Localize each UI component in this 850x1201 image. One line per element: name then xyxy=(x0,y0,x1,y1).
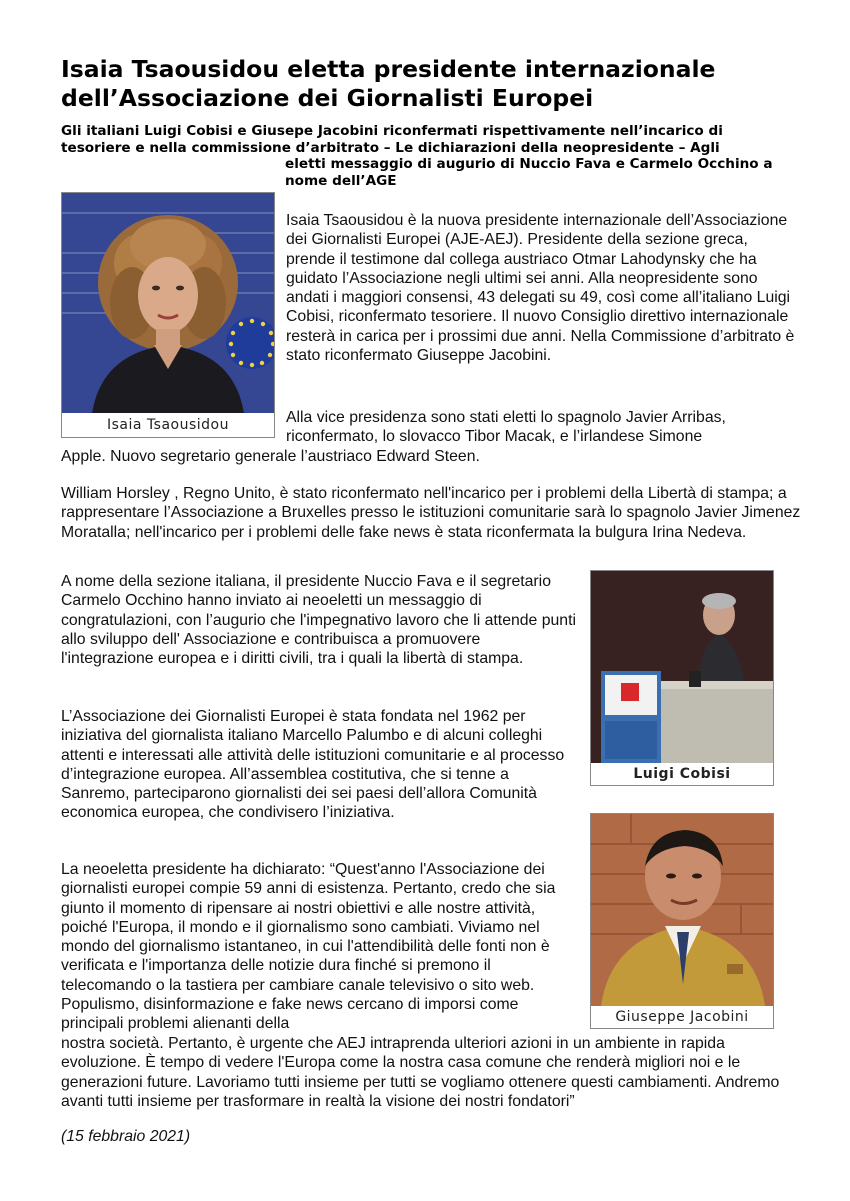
tsaousidou-portrait-image xyxy=(62,193,274,413)
article-date: (15 febbraio 2021) xyxy=(61,1128,191,1145)
caption-jacobini: Giuseppe Jacobini xyxy=(591,1006,773,1028)
subtitle-line-b: eletti messaggio di augurio di Nuccio Fava e Carmelo Occhino a nome dell’AGE xyxy=(285,156,773,189)
paragraph-intro: Isaia Tsaousidou è la nuova presidente internazionale dell’Associazione dei Giornalisti Europei (AJE-AEJ). Presidente della sezione greca, prende il testimone dal collega austriaco Otmar Lahodynsky che ha guidato l’Associazione negli ultimi sei anni. Alla neopresidente sono andati i maggiori consensi, 43 delegati su 49, così come all’italiano Luigi Cobisi, riconfermato tesoriere. Il nuovo Consiglio direttivo internazionale resterà in carica per i prossimi due anni. Nella Commissione d’arbitrato è stato riconfermato Giuseppe Jacobini. xyxy=(286,212,795,365)
caption-tsaousidou: Isaia Tsaousidou xyxy=(62,413,274,437)
jacobini-portrait-image xyxy=(591,814,773,1006)
paragraph-statement-b: nostra società. Pertanto, è urgente che AEJ intraprenda ulteriori azioni in un ambiente in rapida evoluzione. È tempo di vedere l'Europa come la nostra casa comune che renderà migliori noi e le generazioni future. Lavoriamo tutti insieme per tutti se vogliamo ottenere questi cambiamenti. Andremo avanti tutti insieme per trasformare in realtà la visione dei nostri fondatori” xyxy=(61,1035,780,1110)
photo-tsaousidou xyxy=(61,192,275,438)
paragraph-vice-presidents-b: Apple. Nuovo segretario generale l’austriaco Edward Steen. xyxy=(61,448,480,465)
paragraph-vice-presidents-a: Alla vice presidenza sono stati eletti lo spagnolo Javier Arribas, riconfermato, lo slovacco Tibor Macak, e l’irlandese Simone xyxy=(286,409,726,446)
photo-cobisi xyxy=(590,570,774,786)
caption-cobisi: Luigi Cobisi xyxy=(591,763,773,785)
paragraph-statement-a: La neoeletta presidente ha dichiarato: “Quest'anno l'Associazione dei giornalisti europei compie 59 anni di esistenza. Pertanto, credo che sia giunto il momento di ripensare ai nostri obiettivi e alle nostre attività, poiché l'Europa, il mondo e il giornalismo sono cambiati. Viviamo nel mondo del giornalismo istantaneo, in cui l'attendibilità delle fonti non è verificata e l'importanza delle notizie dura finché si premono il telecomando o la tastiera per cambiare canale televisivo o sito web. Populismo, disinformazione e fake news cercano di imporsi come principali problemi alienanti della xyxy=(61,861,556,1033)
cobisi-portrait-image xyxy=(591,571,773,763)
paragraph-roles: William Horsley , Regno Unito, è stato riconfermato nell'incarico per i problemi della Libertà di stampa; a rappresentare l’Associazione a Bruxelles presso le istituzioni comunitarie sarà lo spagnolo Javier Jimenez Moratalla; nell'incarico per i problemi delle fake news è stata riconfermata la bulgura Irina Nedeva. xyxy=(61,485,801,541)
photo-jacobini xyxy=(590,813,774,1029)
paragraph-italian-section: A nome della sezione italiana, il presidente Nuccio Fava e il segretario Carmelo Occhino hanno inviato ai neoeletti un messaggio di congratulazioni, con l’augurio che l'impegnativo lavoro che li attende punti allo sviluppo dell' Associazione e contribuisca a promuovere l'integrazione europea e i diritti civili, tra i quali la libertà di stampa. xyxy=(61,573,576,668)
article-subtitle xyxy=(61,123,791,189)
article-title: Isaia Tsaousidou eletta presidente internazionale dell’Associazione dei Giornalisti Europei xyxy=(61,55,716,112)
paragraph-history: L’Associazione dei Giornalisti Europei è stata fondata nel 1962 per iniziativa del giornalista italiano Marcello Palumbo e di alcuni colleghi attenti e interessati alle attività delle istituzioni comunitarie e al processo d’integrazione europea. All’assemblea costitutiva, che si tenne a Sanremo, parteciparono giornalisti dei sei paesi dell’allora Comunità economica europea, che condivisero l’iniziativa. xyxy=(61,708,565,822)
subtitle-line-a: Gli italiani Luigi Cobisi e Giusepe Jacobini riconfermati rispettivamente nell’incarico di tesoriere e nella commissione d’arbitrato – Le dichiarazioni della neopresidente – Agli xyxy=(61,123,723,156)
